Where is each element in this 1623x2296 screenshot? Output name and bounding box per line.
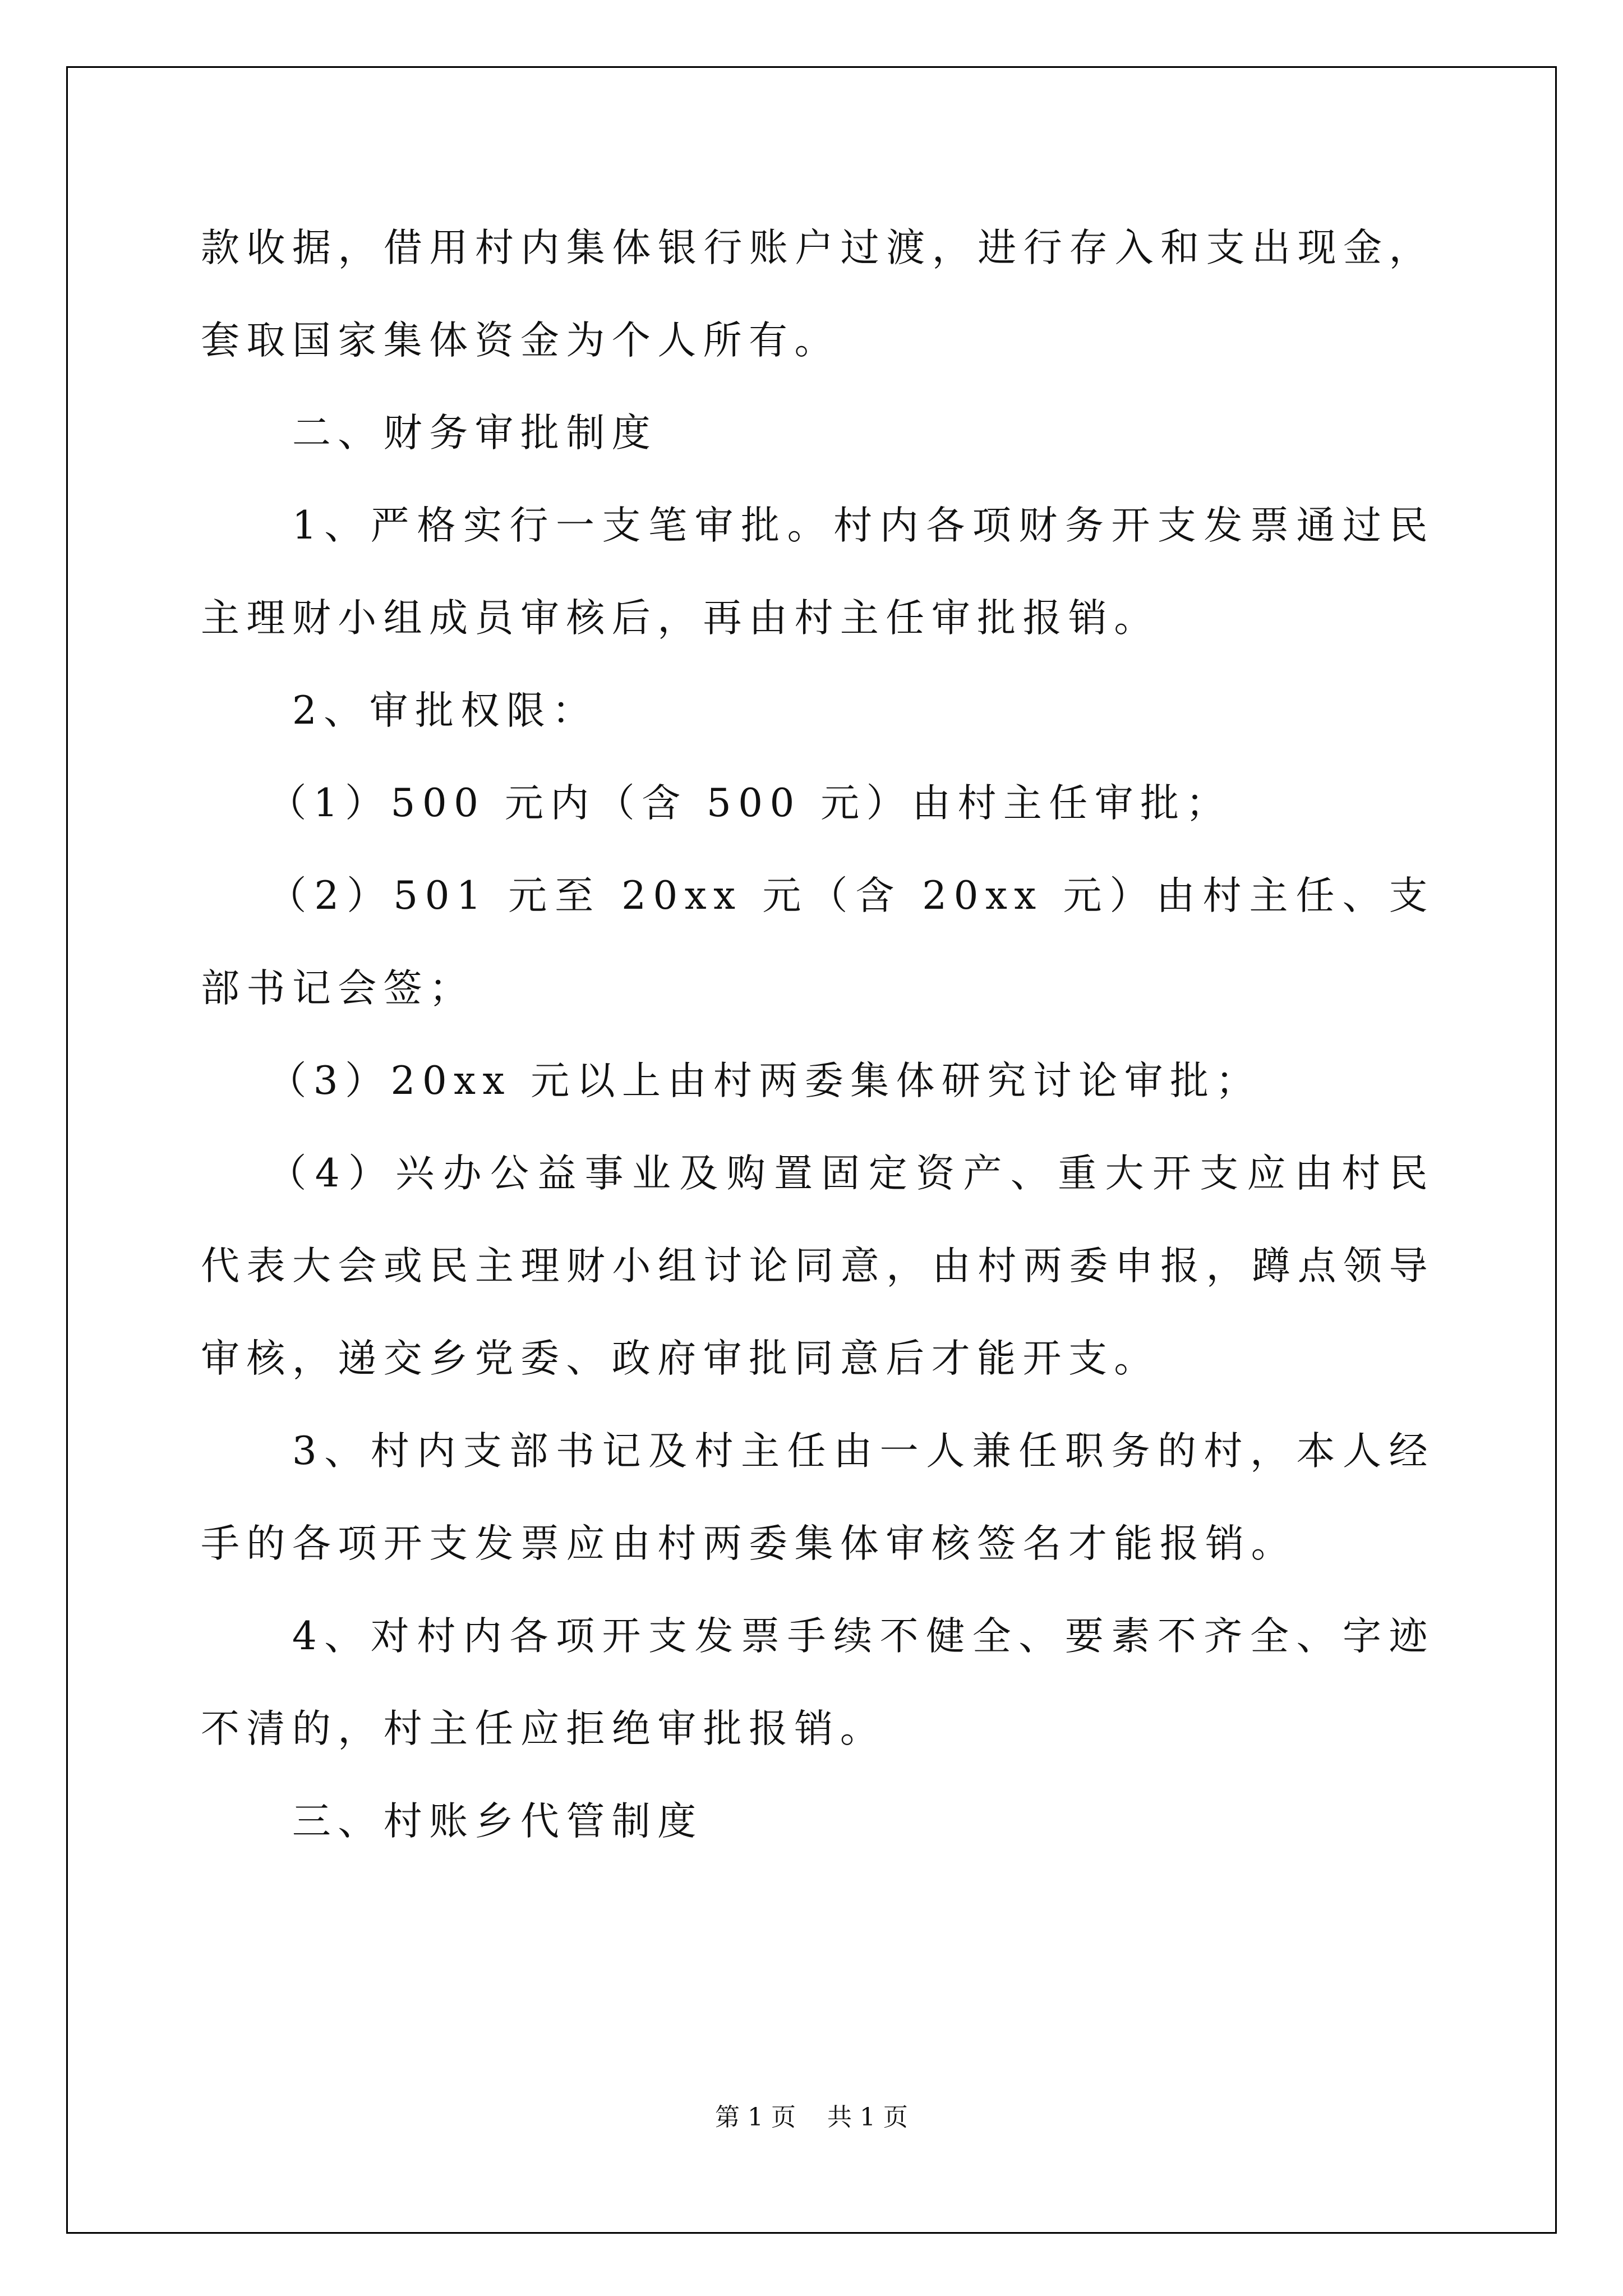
paragraph-subitem-1: （1）500 元内（含 500 元）由村主任审批； [268,781,1232,826]
page-number-footer: 第 1 页 共 1 页 [715,2103,908,2132]
section-heading-approval-system: 二、财务审批制度 [292,411,658,455]
paragraph-subitem-3: （3）20xx 元以上由村两委集体研究讨论审批； [268,1059,1261,1103]
document-body [201,202,1435,1868]
paragraph-item-2: 2、审批权限： [292,688,598,733]
paragraph-item-3: 3、村内支部书记及村主任由一人兼任职务的村，本人经手的各项开支发票应由村两委集体审核签名才能报销。 [201,1429,1435,1566]
paragraph-subitem-4: （4）兴办公益事业及购置固定资产、重大开支应由村民代表大会或民主理财小组讨论同意，由村两委申报，蹲点领导审核，递交乡党委、政府审批同意后才能开支。 [201,1151,1435,1381]
paragraph-continuation: 款收据，借用村内集体银行账户过渡，进行存入和支出现金，套取国家集体资金为个人所有。 [201,226,1435,363]
paragraph-item-4: 4、对村内各项开支发票手续不健全、要素不齐全、字迹不清的，村主任应拒绝审批报销。 [201,1614,1435,1751]
paragraph-item-1: 1、严格实行一支笔审批。村内各项财务开支发票通过民主理财小组成员审核后，再由村主任审批报销。 [201,503,1435,641]
section-heading-account-management: 三、村账乡代管制度 [292,1799,703,1844]
paragraph-subitem-2: （2）501 元至 20xx 元（含 20xx 元）由村主任、支部书记会签； [201,873,1435,1011]
